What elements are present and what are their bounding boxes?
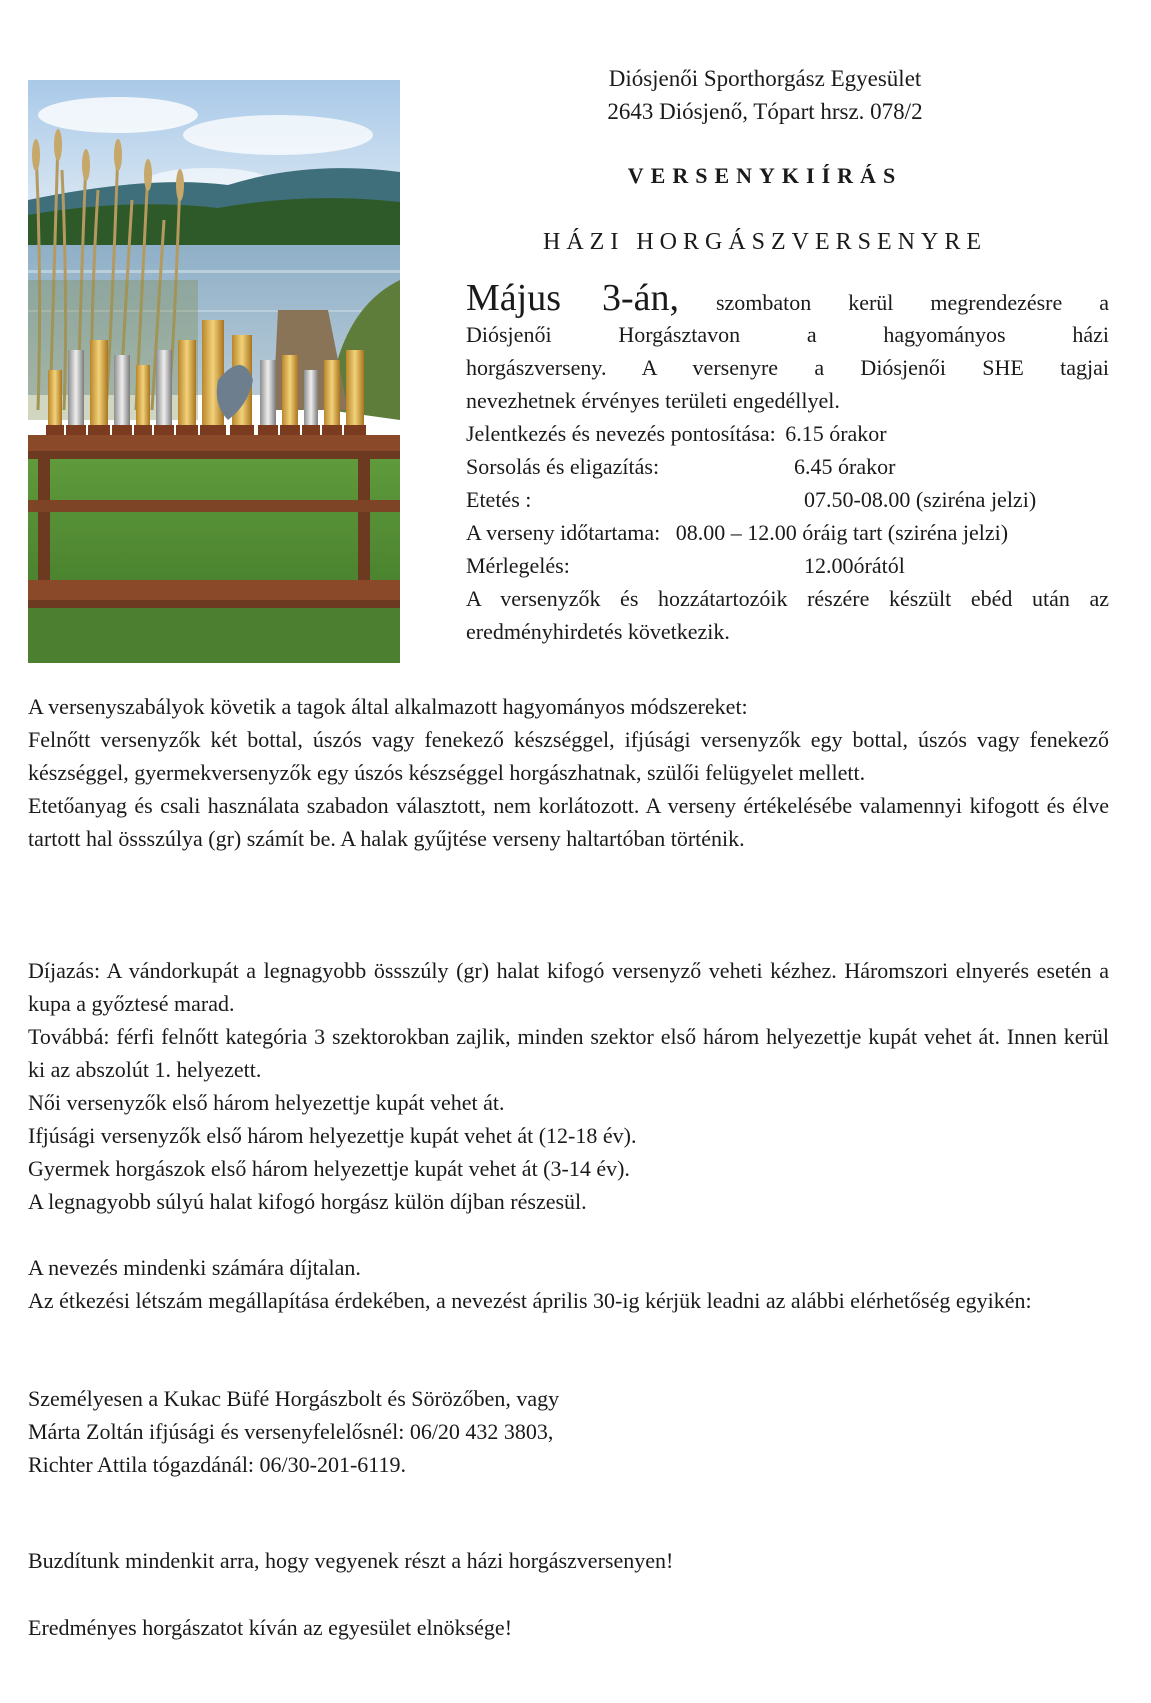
event-date: Május 3-án, (466, 277, 679, 319)
schedule-label: Etetés : (466, 487, 532, 512)
schedule-value: 07.50-08.00 (sziréna jelzi) (804, 487, 1037, 512)
rules-equipment: Felnőtt versenyzők két bottal, úszós vagy fenekező készséggel, ifjúsági versenyzők egy bottal, úszós vagy fenekező készséggel, gyermekversenyzők egy úszós készséggel horgászhatnak, szülői felügyelet mellett. (28, 727, 1109, 785)
organization-name: Diósjenői Sporthorgász Egyesület (608, 66, 922, 91)
contact-line: Márta Zoltán ifjúsági és versenyfelelősnél: 06/20 432 3803, (28, 1419, 554, 1444)
schedule-row (466, 450, 1109, 483)
schedule-value: 08.00 – 12.00 óráig tart (sziréna jelzi) (675, 520, 1009, 545)
prize-children: Gyermek horgászok első három helyezettje kupát vehet át (3-14 év). (28, 1156, 630, 1181)
registration-free: A nevezés mindenki számára díjtalan. (28, 1255, 361, 1280)
intro-line-1-rest: szombaton kerül megrendezésre a (715, 290, 1109, 315)
organization-address: 2643 Diósjenő, Tópart hrsz. 078/2 (607, 99, 923, 124)
schedule-label: Sorsolás és eligazítás: (466, 454, 660, 479)
schedule-row (466, 417, 1109, 450)
rules-intro: A versenyszabályok követik a tagok által alkalmazott hagyományos módszereket: (28, 694, 748, 719)
contact-line: Személyesen a Kukac Büfé Horgászbolt és Sörözőben, vagy (28, 1386, 560, 1411)
prizes-block (28, 954, 1109, 1218)
schedule-value: 6.45 órakor (794, 454, 896, 479)
lake-trophies-photo (28, 80, 400, 663)
schedule-value: 12.00órától (804, 553, 905, 578)
closing-encourage: Buzdítunk mindenkit arra, hogy vegyenek részt a házi horgászversenyen! (28, 1548, 674, 1573)
intro-line-1 (466, 277, 1109, 319)
document-title: VERSENYKIÍRÁS (627, 163, 903, 188)
intro-line-2: Diósjenői Horgásztavon a hagyományos házi (466, 322, 1109, 347)
organization-block (465, 62, 1065, 128)
schedule-row (466, 516, 1109, 549)
contact-line: Richter Attila tógazdánál: 06/30-201-6119. (28, 1452, 406, 1477)
intro-block (466, 277, 1109, 648)
prize-youth: Ifjúsági versenyzők első három helyezettje kupát vehet át (12-18 év). (28, 1123, 637, 1148)
schedule-label: Mérlegelés: (466, 553, 570, 578)
prize-women: Női versenyzők első három helyezettje kupát vehet át. (28, 1090, 505, 1115)
schedule-value: 6.15 órakor (785, 421, 887, 446)
schedule-row (466, 483, 1109, 516)
registration-block (28, 1251, 1109, 1317)
document-subtitle: HÁZI HORGÁSZVERSENYRE (543, 229, 987, 255)
lunch-line-1: A versenyzők és hozzátartozóik részére készült ebéd után az (466, 586, 1109, 611)
intro-line-3: horgászverseny. A versenyre a Diósjenői SHE tagjai (466, 355, 1109, 380)
schedule-label: Jelentkezés és nevezés pontosítása: (466, 421, 776, 446)
registration-deadline: Az étkezési létszám megállapítása érdekében, a nevezést április 30-ig kérjük leadni az alábbi elérhetőség egyikén: (28, 1288, 1032, 1313)
contacts-block (28, 1382, 1109, 1481)
prize-cup: Díjazás: A vándorkupát a legnagyobb össszúly (gr) halat kifogó versenyző veheti kézhez. Háromszori elnyerés esetén a kupa a győztesé marad. (28, 958, 1109, 1016)
closing-wish: Eredményes horgászatot kíván az egyesület elnöksége! (28, 1615, 513, 1640)
schedule-label: A verseny időtartama: (466, 520, 661, 545)
rules-bait: Etetőanyag és csali használata szabadon választott, nem korlátozott. A verseny értékelésébe valamennyi kifogott és élve tartott hal össszúlya (gr) számít be. A halak gyűjtése verseny haltartóban történik. (28, 793, 1109, 851)
schedule-row (466, 549, 1109, 582)
prize-biggest-fish: A legnagyobb súlyú halat kifogó horgász külön díjban részesül. (28, 1189, 587, 1214)
lunch-line-2: eredményhirdetés következik. (466, 619, 730, 644)
prize-men: Továbbá: férfi felnőtt kategória 3 szektorokban zajlik, minden szektor első három helyezettje kupát vehet át. Innen kerül ki az abszolút 1. helyezett. (28, 1024, 1109, 1082)
intro-line-4: nevezhetnek érvényes területi engedéllyel. (466, 388, 840, 413)
rules-block (28, 690, 1109, 855)
